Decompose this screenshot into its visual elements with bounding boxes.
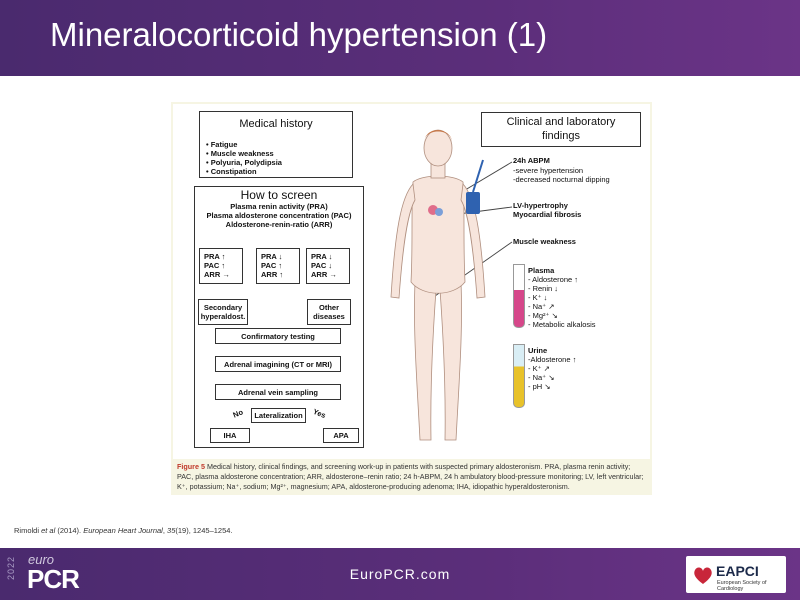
iha-box bbox=[210, 428, 250, 443]
pattern-line: ARR → bbox=[204, 270, 230, 279]
lv-line: LV-hypertrophy bbox=[513, 201, 568, 210]
plasma-title: Plasma bbox=[528, 266, 555, 275]
how-to-screen-title: How to screen bbox=[240, 188, 318, 202]
other-line: Other bbox=[318, 303, 339, 312]
slide-header bbox=[0, 0, 800, 76]
figure bbox=[171, 102, 652, 495]
pattern-line: PRA ↑ bbox=[204, 252, 226, 261]
lateralization-label: Lateralization bbox=[254, 411, 303, 420]
logo-year: 2022 bbox=[6, 556, 16, 581]
apa-label: APA bbox=[333, 431, 349, 440]
right-leg bbox=[440, 282, 462, 440]
lateralization-box bbox=[251, 408, 306, 423]
eapci-logo bbox=[686, 556, 786, 593]
secondary-hyperaldosteronism-box bbox=[198, 299, 248, 325]
no-label: No bbox=[231, 407, 245, 420]
citation bbox=[14, 526, 233, 535]
plasma-line: - K⁺ ↓ bbox=[528, 293, 548, 302]
pattern-box-3 bbox=[306, 248, 350, 284]
eapci-heart-icon bbox=[692, 564, 714, 586]
pattern-box-1 bbox=[199, 248, 243, 284]
urine-line: - Na⁺ ↘ bbox=[528, 373, 555, 382]
plasma-line: - Aldosterone ↑ bbox=[528, 275, 579, 284]
apa-box bbox=[323, 428, 359, 443]
urine-title: Urine bbox=[528, 346, 548, 355]
medical-history-title: Medical history bbox=[239, 118, 313, 130]
clinical-findings-box bbox=[481, 112, 641, 147]
urine-tube bbox=[513, 344, 525, 408]
eapci-subtitle: European Society of Cardiology bbox=[717, 580, 767, 592]
pattern-line: PRA ↓ bbox=[311, 252, 333, 261]
citation-journal: European Heart Journal bbox=[83, 526, 163, 535]
abpm-line: -decreased nocturnal dipping bbox=[513, 175, 610, 184]
body-illustration bbox=[373, 122, 503, 452]
plasma-line: - Metabolic alkalosis bbox=[528, 320, 596, 329]
bp-cuff-tube bbox=[473, 160, 483, 192]
plasma-line: - Mg²⁺ ↘ bbox=[528, 311, 558, 320]
citation-separator: , bbox=[162, 526, 168, 535]
adrenal-vein-label: Adrenal vein sampling bbox=[237, 388, 319, 397]
screen-line: Plasma renin activity (PRA) bbox=[230, 202, 328, 211]
abpm-line: -severe hypertension bbox=[513, 166, 584, 175]
footer-url[interactable]: EuroPCR.com bbox=[349, 566, 451, 582]
citation-volume: 35 bbox=[167, 526, 176, 535]
medical-history-box bbox=[199, 111, 353, 178]
slide-title: Mineralocorticoid hypertension (1) bbox=[50, 16, 548, 53]
pattern-line: ARR ↑ bbox=[261, 270, 284, 279]
pattern-box-2 bbox=[256, 248, 300, 284]
iha-label: IHA bbox=[223, 431, 237, 440]
urine-line: -Aldosterone ↑ bbox=[528, 355, 577, 364]
citation-etal: et al bbox=[41, 526, 56, 535]
slide-footer bbox=[0, 548, 800, 600]
pattern-line: PRA ↓ bbox=[261, 252, 283, 261]
history-item: • Muscle weakness bbox=[206, 149, 274, 158]
clinical-title-line2: findings bbox=[542, 130, 580, 142]
logo-euro: euro bbox=[28, 552, 55, 567]
figure-caption-text: Medical history, clinical findings, and screening work-up in patients with suspected primary aldosteronism. PRA, plasma renin activity; PAC, plasma aldosterone concentration; ARR, aldosterone–renin ratio; 24 h-ABPM, 24 h ambulatory blood-pressure monitoring; LV, left ventricular; K⁺, potassium; Na⁺, sodium; Mg²⁺, magnesium; APA, aldosterone-producing adenoma; IHA, idiopathic hyperaldosteronism. bbox=[177, 462, 644, 491]
torso bbox=[411, 176, 465, 293]
plasma-line: - Renin ↓ bbox=[528, 284, 559, 293]
history-item: • Fatigue bbox=[206, 140, 238, 149]
logo-pcr: PCR bbox=[27, 564, 79, 594]
eapci-name: EAPCI bbox=[716, 563, 759, 579]
pattern-line: PAC ↓ bbox=[311, 261, 333, 270]
citation-authors: Rimoldi bbox=[14, 526, 42, 535]
screen-line: Plasma aldosterone concentration (PAC) bbox=[206, 211, 352, 220]
figure-caption bbox=[177, 462, 645, 492]
plasma-tube bbox=[513, 264, 525, 328]
left-leg bbox=[414, 282, 436, 440]
bp-cuff bbox=[466, 192, 480, 214]
history-item: • Polyuria, Polydipsia bbox=[206, 158, 282, 167]
muscle-weakness-label: Muscle weakness bbox=[513, 237, 576, 246]
citation-pages: (19), 1245–1254. bbox=[175, 526, 233, 535]
pattern-line: PAC ↑ bbox=[204, 261, 226, 270]
clinical-title-line1: Clinical and laboratory bbox=[506, 116, 616, 128]
urine-line: - pH ↘ bbox=[528, 382, 551, 391]
confirmatory-label: Confirmatory testing bbox=[241, 332, 315, 341]
secondary-line: hyperaldost. bbox=[200, 312, 246, 321]
abpm-title: 24h ABPM bbox=[513, 156, 550, 165]
pattern-line: PAC ↑ bbox=[261, 261, 283, 270]
history-item: • Constipation bbox=[206, 167, 257, 176]
figure-caption-label: Figure 5 bbox=[177, 462, 205, 471]
plasma-line: - Na⁺ ↗ bbox=[528, 302, 555, 311]
adrenal-imaging-box bbox=[215, 356, 341, 372]
citation-year: (2014). bbox=[55, 526, 84, 535]
confirmatory-testing-box bbox=[215, 328, 341, 344]
other-diseases-box bbox=[307, 299, 351, 325]
secondary-line: Secondary bbox=[203, 303, 243, 312]
other-line: diseases bbox=[313, 312, 345, 321]
adrenal-imaging-label: Adrenal imagining (CT or MRI) bbox=[224, 360, 332, 369]
screen-line: Aldosterone-renin-ratio (ARR) bbox=[225, 220, 333, 229]
pattern-line: ARR → bbox=[311, 270, 337, 279]
adrenal-vein-box bbox=[215, 384, 341, 400]
lv-line: Myocardial fibrosis bbox=[513, 210, 582, 219]
urine-line: - K⁺ ↗ bbox=[528, 364, 550, 373]
figure-panel bbox=[173, 104, 650, 459]
yes-label: Yes bbox=[311, 406, 328, 421]
head bbox=[424, 130, 452, 166]
